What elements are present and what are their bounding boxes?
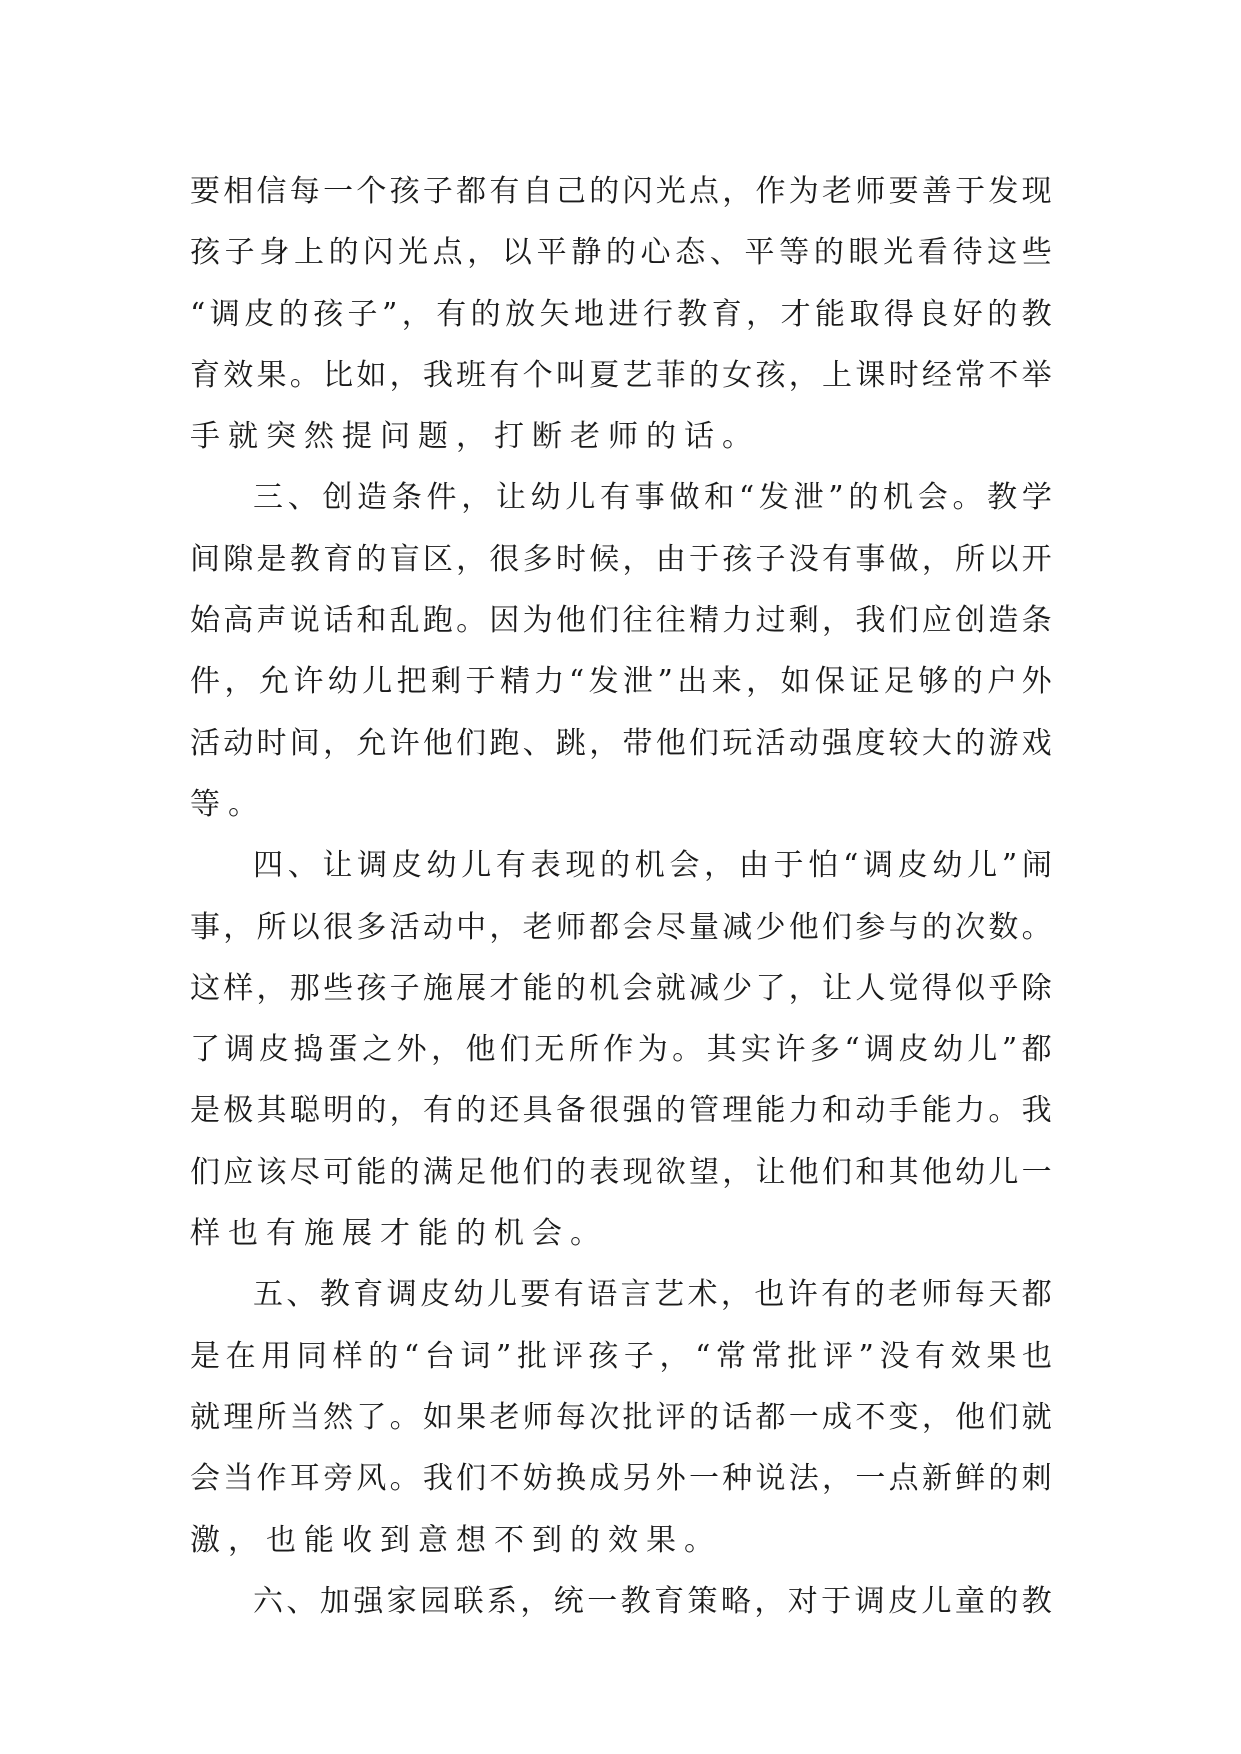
- text-line: 就 理 所 当 然 了 。 如 果 老 师 每 次 批 评 的 话 都 一 成 不 变 ， 他 们 就: [190, 1399, 1052, 1435]
- text-line: 们 应 该 尽 可 能 的 满 足 他 们 的 表 现 欲 望 ， 让 他 们 和 其 他 幼 儿 一: [190, 1154, 1052, 1190]
- text-line: 件 ， 允 许 幼 儿 把 剩 于 精 力 “ 发 泄 ” 出 来 ， 如 保 证 足 够 的 户 外: [190, 664, 1052, 700]
- text-line: “ 调 皮 的 孩 子 ” ， 有 的 放 矢 地 进 行 教 育 ， 才 能 取 得 良 好 的 教: [190, 296, 1052, 332]
- text-line: 三 、 创 造 条 件 ， 让 幼 儿 有 事 做 和 “ 发 泄 ” 的 机 会 。 教 学: [253, 480, 1052, 516]
- text-line: 事 ， 所 以 很 多 活 动 中 ， 老 师 都 会 尽 量 减 少 他 们 参 与 的 次 数 。: [190, 909, 1052, 945]
- text-line: 激，也能收到意想不到的效果。: [190, 1522, 722, 1558]
- text-line: 这 样 ， 那 些 孩 子 施 展 才 能 的 机 会 就 减 少 了 ， 让 人 觉 得 似 乎 除: [190, 970, 1052, 1006]
- text-line: 要 相 信 每 一 个 孩 子 都 有 自 己 的 闪 光 点 ， 作 为 老 师 要 善 于 发 现: [190, 174, 1052, 209]
- document-body: [190, 161, 1052, 1632]
- text-line: 样也有施展才能的机会。: [190, 1216, 608, 1252]
- text-line: 间 隙 是 教 育 的 盲 区 ， 很 多 时 候 ， 由 于 孩 子 没 有 事 做 ， 所 以 开: [190, 541, 1052, 577]
- text-line: 了 调 皮 捣 蛋 之 外 ， 他 们 无 所 作 为 。 其 实 许 多 “ 调 皮 幼 儿 ” 都: [190, 1032, 1052, 1068]
- text-line: 孩 子 身 上 的 闪 光 点 ， 以 平 静 的 心 态 、 平 等 的 眼 光 看 待 这 些: [190, 235, 1052, 271]
- text-line: 手就突然提问题，打断老师的话。: [190, 419, 760, 455]
- text-line: 活 动 时 间 ， 允 许 他 们 跑 、 跳 ， 带 他 们 玩 活 动 强 度 较 大 的 游 戏: [190, 725, 1052, 761]
- text-line: 五 、 教 育 调 皮 幼 儿 要 有 语 言 艺 术 ， 也 许 有 的 老 师 每 天 都: [253, 1277, 1052, 1313]
- text-line: 育 效 果 。 比 如 ， 我 班 有 个 叫 夏 艺 菲 的 女 孩 ， 上 课 时 经 常 不 举: [190, 357, 1052, 393]
- text-line: 四 、 让 调 皮 幼 儿 有 表 现 的 机 会 ， 由 于 怕 “ 调 皮 幼 儿 ” 闹: [253, 848, 1052, 884]
- text-line: 会 当 作 耳 旁 风 。 我 们 不 妨 换 成 另 外 一 种 说 法 ， 一 点 新 鲜 的 刺: [190, 1461, 1052, 1497]
- text-line: 始 高 声 说 话 和 乱 跑 。 因 为 他 们 往 往 精 力 过 剩 ， 我 们 应 创 造 条: [190, 603, 1052, 639]
- text-line: 是 在 用 同 样 的 “ 台 词 ” 批 评 孩 子 ， “ 常 常 批 评 ” 没 有 效 果 也: [190, 1338, 1052, 1374]
- text-line: 是 极 其 聪 明 的 ， 有 的 还 具 备 很 强 的 管 理 能 力 和 动 手 能 力 。 我: [190, 1093, 1052, 1129]
- text-line: 等。: [190, 786, 266, 822]
- text-line: 六 、 加 强 家 园 联 系 ， 统 一 教 育 策 略 ， 对 于 调 皮 儿 童 的 教: [253, 1583, 1052, 1619]
